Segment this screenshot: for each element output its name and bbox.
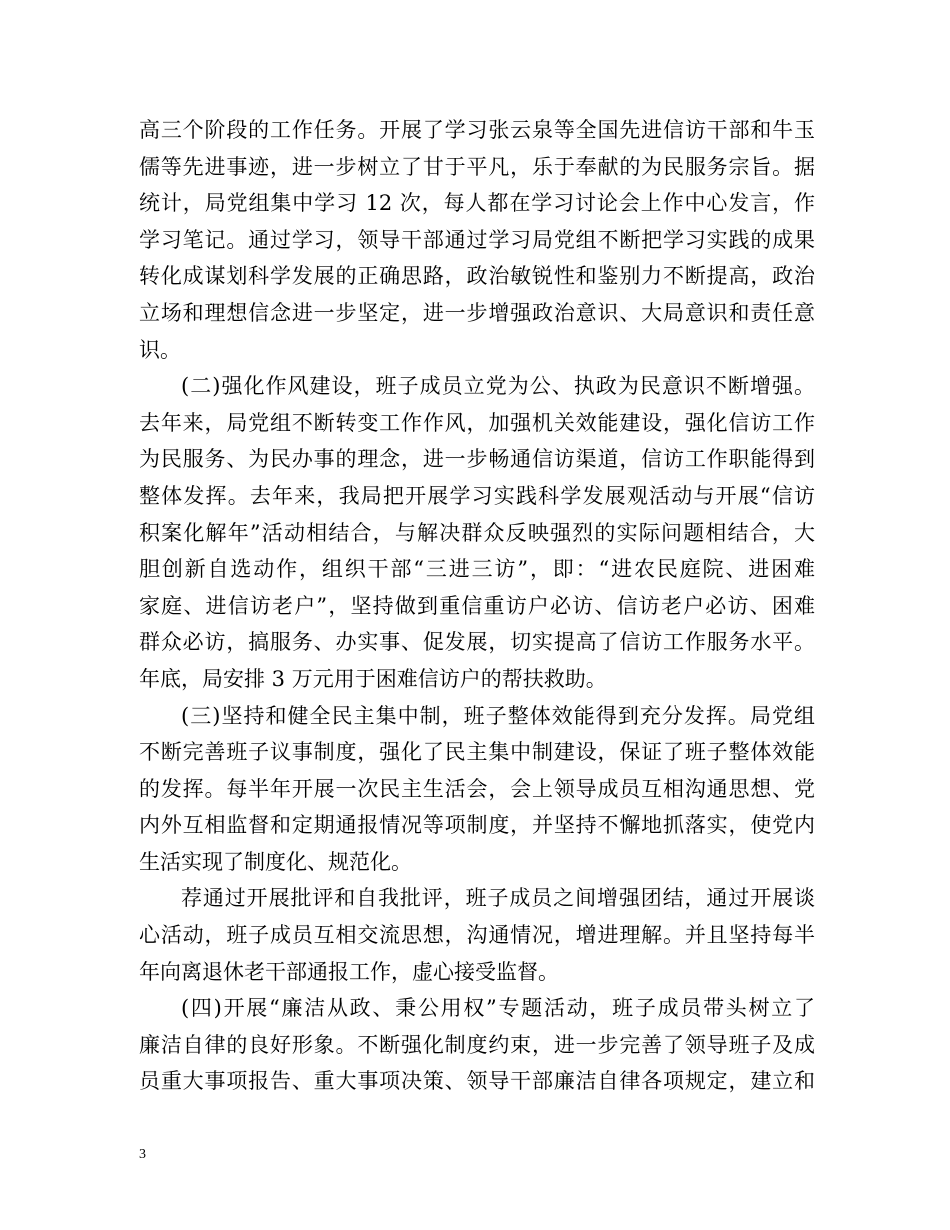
- text-line: 整体发挥。去年来，我局把开展学习实践科学发展观活动与开展“信访: [139, 483, 815, 508]
- page-number: 3: [139, 1147, 146, 1162]
- text-line: 年底，局安排 3 万元用于困难信访户的帮扶救助。: [139, 666, 607, 691]
- text-line: 家庭、进信访老户”，坚持做到重信重访户必访、信访老户必访、困难: [139, 593, 815, 618]
- text-line: 积案化解年”活动相结合，与解决群众反映强烈的实际问题相结合，大: [139, 520, 815, 545]
- paragraph: [139, 880, 815, 990]
- text-line: 荐通过开展批评和自我批评，班子成员之间增强团结，通过开展谈: [181, 886, 815, 911]
- text-line: 年向离退休老干部通报工作，虚心接受监督。: [139, 959, 559, 984]
- text-line: 统计，局党组集中学习 12 次，每人都在学习讨论会上作中心发言，作: [139, 191, 815, 216]
- text-line: 转化成谋划科学发展的正确思路，政治敏锐性和鉴别力不断提高，政治: [139, 264, 815, 289]
- text-line: 立场和理想信念进一步坚定，进一步增强政治意识、大局意识和责任意: [139, 300, 815, 325]
- text-line: 识。: [139, 337, 181, 362]
- text-line: (三)坚持和健全民主集中制，班子整体效能得到充分发挥。局党组: [181, 703, 815, 728]
- document-body: [139, 112, 815, 1100]
- text-line: 高三个阶段的工作任务。开展了学习张云泉等全国先进信访干部和牛玉: [139, 118, 815, 142]
- text-line: (四)开展“廉洁从政、秉公用权”专题活动，班子成员带头树立了: [181, 996, 815, 1021]
- text-line: 员重大事项报告、重大事项决策、领导干部廉洁自律各项规定，建立和: [139, 1069, 815, 1094]
- text-line: 儒等先进事迹，进一步树立了甘于平凡，乐于奉献的为民服务宗旨。据: [139, 154, 815, 179]
- text-line: 心活动，班子成员互相交流思想，沟通情况，增进理解。并且坚持每半: [139, 923, 815, 948]
- text-line: 不断完善班子议事制度，强化了民主集中制建设，保证了班子整体效能: [139, 740, 815, 765]
- text-line: 群众必访，搞服务、办实事、促发展，切实提高了信访工作服务水平。: [139, 630, 815, 655]
- text-line: 生活实现了制度化、规范化。: [139, 849, 412, 874]
- text-line: (二)强化作风建设，班子成员立党为公、执政为民意识不断增强。: [181, 374, 815, 399]
- text-line: 的发挥。每半年开展一次民主生活会，会上领导成员互相沟通思想、党: [139, 776, 815, 801]
- text-line: 为民服务、为民办事的理念，进一步畅通信访渠道，信访工作职能得到: [139, 447, 815, 472]
- text-line: 学习笔记。通过学习，领导干部通过学习局党组不断把学习实践的成果: [139, 227, 815, 252]
- paragraph: [139, 990, 815, 1100]
- text-line: 廉洁自律的良好形象。不断强化制度约束，进一步完善了领导班子及成: [139, 1032, 815, 1057]
- paragraph: [139, 698, 815, 881]
- text-line: 内外互相监督和定期通报情况等项制度，并坚持不懈地抓落实，使党内: [139, 813, 815, 838]
- paragraph: [139, 368, 815, 697]
- paragraph: [139, 112, 815, 368]
- text-line: 去年来，局党组不断转变工作作风，加强机关效能建设，强化信访工作: [139, 410, 815, 435]
- text-line: 胆创新自选动作，组织干部“三进三访”，即：“进农民庭院、进困难: [139, 557, 815, 582]
